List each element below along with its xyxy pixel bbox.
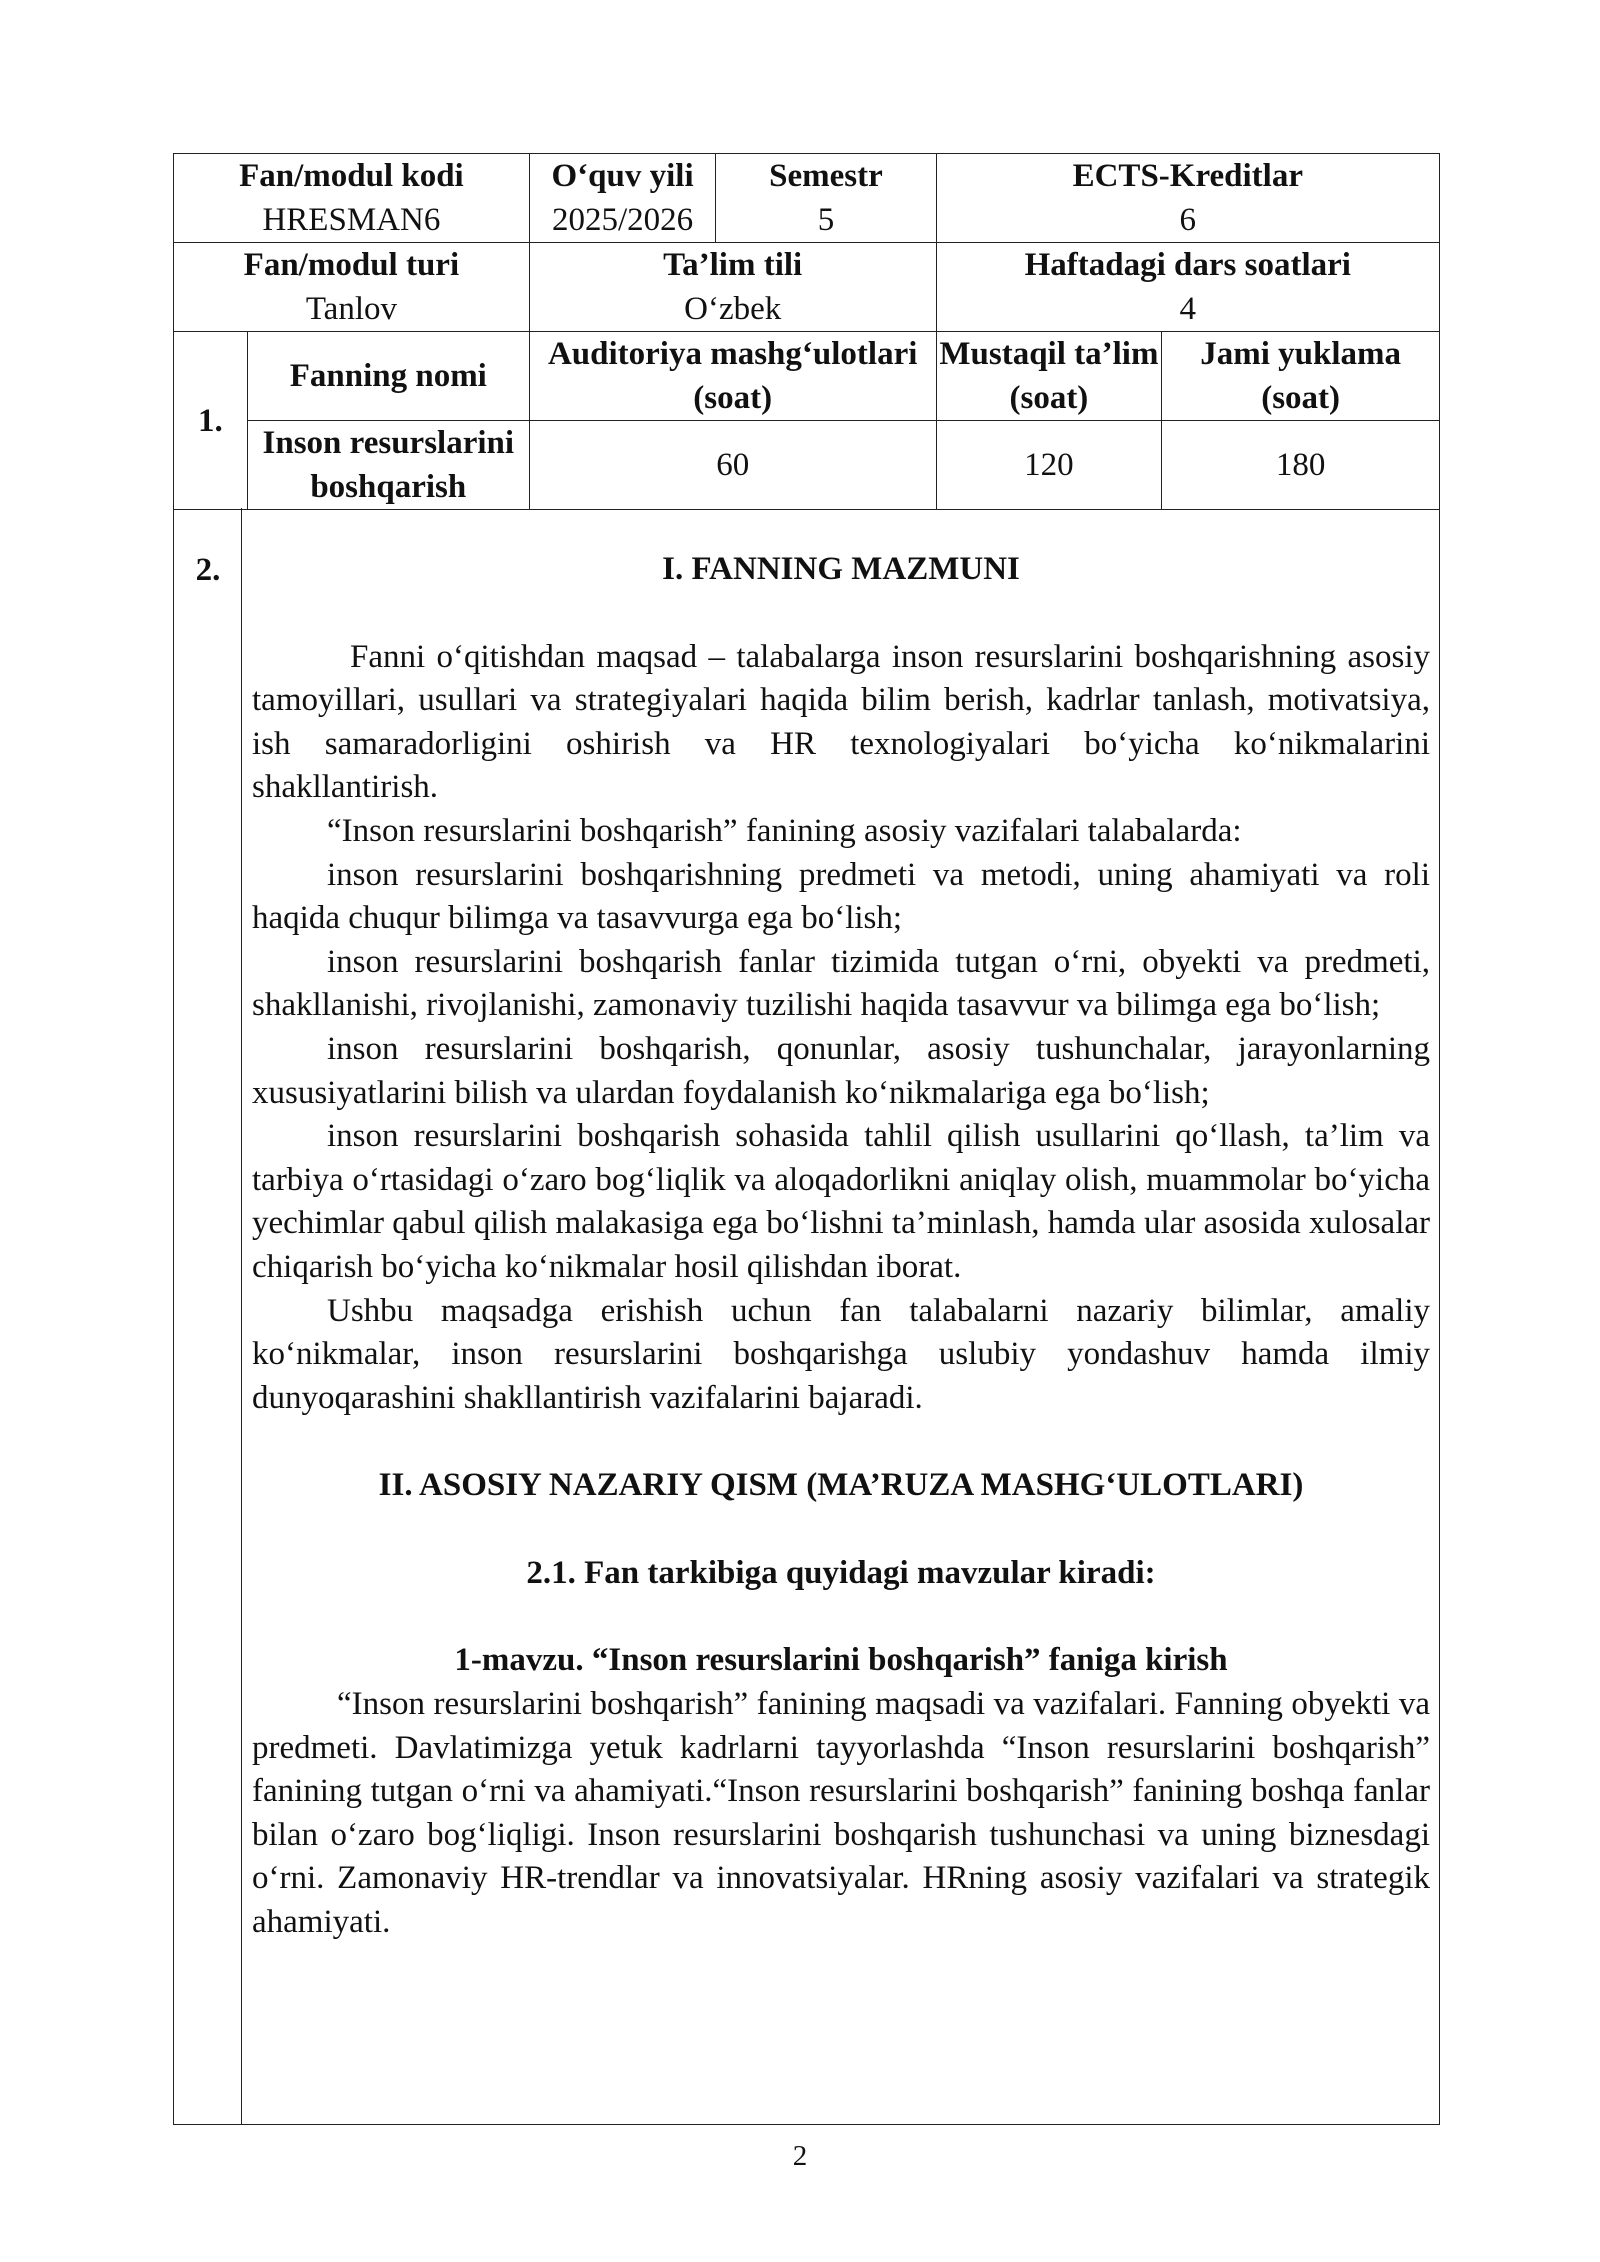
language-cell	[529, 243, 936, 332]
semester-cell	[716, 154, 936, 243]
total-load-header-text: Jami yuklama (soat)	[1200, 336, 1401, 416]
page-number: 2	[792, 2140, 808, 2172]
ects-cell	[936, 154, 1439, 243]
paragraph-tasks-intro: “Inson resurslarini boshqarish” fanining asosiy vazifalari talabalarda:	[327, 812, 1242, 849]
section-2-content	[252, 548, 1430, 1945]
module-type-label: Fan/modul turi	[243, 247, 460, 283]
total-load-value: 180	[1275, 447, 1326, 483]
paragraph-goal: Fanni o‘qitishdan maqsad – talabalarga inson resurslarini boshqarishning asosiy tamoyillari, usullari va strategiyalari haqida bilim berish, kadrlar tanlash, motivatsiya, ish samaradorligini oshirish va HR texnologiyalari bo‘yicha ko‘nikmalarini shakllantirish.	[252, 638, 1430, 806]
subject-name-value: Inson resurslarini boshqarish	[262, 425, 515, 505]
weekly-hours-value: 4	[1179, 291, 1197, 327]
language-label: Ta’lim tili	[663, 247, 803, 283]
semester-value: 5	[817, 202, 835, 238]
module-code-label: Fan/modul kodi	[239, 158, 464, 194]
academic-year-cell	[529, 154, 716, 243]
topic-1-title: 1-mavzu. “Inson resurslarini boshqarish” faniga kirish	[454, 1642, 1228, 1679]
heading-content: I. FANNING MAZMUNI	[662, 551, 1020, 587]
row-number-text: 1.	[198, 402, 223, 439]
language-value: O‘zbek	[684, 291, 782, 327]
heading-topics: 2.1. Fan tarkibiga quyidagi mavzular kiradi:	[526, 1554, 1156, 1591]
section-2-number-column	[174, 508, 242, 2124]
row-number-1	[174, 332, 248, 510]
self-study-cell	[936, 421, 1162, 510]
paragraph-task-3: inson resurslarini boshqarish, qonunlar, asosiy tushunchalar, jarayonlarning xususiyatlarini bilish va ulardan foydalanish ko‘nikmalariga ega bo‘lish;	[252, 1030, 1430, 1111]
auditorium-hours-header-text: Auditoriya mashg‘ulotlari (soat)	[547, 336, 918, 416]
auditorium-hours-cell	[529, 421, 936, 510]
ects-label: ECTS-Kreditlar	[1072, 158, 1303, 194]
total-load-header	[1162, 332, 1440, 421]
course-info-table	[173, 153, 1440, 510]
module-code-value: HRESMAN6	[262, 202, 441, 238]
weekly-hours-cell	[936, 243, 1439, 332]
self-study-value: 120	[1024, 447, 1074, 483]
self-study-header-text: Mustaqil ta’lim (soat)	[939, 336, 1159, 416]
module-type-value: Tanlov	[305, 291, 397, 327]
auditorium-hours-value: 60	[716, 447, 750, 483]
paragraph-task-4: inson resurslarini boshqarish sohasida tahlil qilish usullarini qo‘llash, ta’lim va tarbiya o‘rtasidagi o‘zaro bog‘liqlik va aloqadorlikni aniqlay olish, muammolar bo‘yicha yechimlar qabul qilish malakasiga ega bo‘lishni ta’minlash, hamda ular asosida xulosalar chiqarish bo‘yicha ko‘nikmalar hosil qilishdan iborat.	[252, 1118, 1430, 1285]
ects-value: 6	[1179, 202, 1197, 238]
subject-name-header	[247, 332, 529, 421]
total-load-cell	[1162, 421, 1440, 510]
paragraph-task-1: inson resurslarini boshqarishning predmeti va metodi, uning ahamiyati va roli haqida chuqur bilimga va tasavvurga ega bo‘lish;	[252, 856, 1430, 937]
academic-year-value: 2025/2026	[552, 202, 694, 238]
paragraph-task-2: inson resurslarini boshqarish fanlar tizimida tutgan o‘rni, obyekti va predmeti, shakllanishi, rivojlanishi, zamonaviy tuzilishi haqida tasavvur va bilimga ega bo‘lish;	[252, 943, 1430, 1024]
topic-1-text: “Inson resurslarini boshqarish” fanining maqsadi va vazifalari. Fanning obyekti va predmeti. Davlatimizga yetuk kadrlarni tayyorlashda “Inson resurslarini boshqarish” fanining tutgan o‘rni va ahamiyati.“Inson resurslarini boshqarish” fanining boshqa fanlar bilan o‘zaro bog‘liqligi. Inson resurslarini boshqarish tushunchasi va uning biznesdagi o‘rni. Zamonaviy HR-trendlar va innovatsiyalar. HRning asosiy vazifalari va strategik ahamiyati.	[252, 1686, 1430, 1941]
section-2-number: 2.	[195, 552, 221, 588]
section-2-box	[173, 508, 1440, 2125]
module-code-cell	[174, 154, 530, 243]
self-study-header	[936, 332, 1162, 421]
subject-name-cell	[247, 421, 529, 510]
module-type-cell	[174, 243, 530, 332]
subject-name-header-text: Fanning nomi	[289, 358, 487, 394]
auditorium-hours-header	[529, 332, 936, 421]
paragraph-summary: Ushbu maqsadga erishish uchun fan talabalarni nazariy bilimlar, amaliy ko‘nikmalar, inson resurslarini boshqarishga uslubiy yondashuv hamda ilmiy dunyoqarashini shakllantirish vazifalarini bajaradi.	[252, 1292, 1430, 1416]
academic-year-label: O‘quv yili	[551, 158, 694, 194]
semester-label: Semestr	[769, 158, 883, 194]
weekly-hours-label: Haftadagi dars soatlari	[1024, 247, 1351, 283]
heading-theory: II. ASOSIY NAZARIY QISM (MA’RUZA MASHG‘ULOTLARI)	[378, 1467, 1304, 1504]
